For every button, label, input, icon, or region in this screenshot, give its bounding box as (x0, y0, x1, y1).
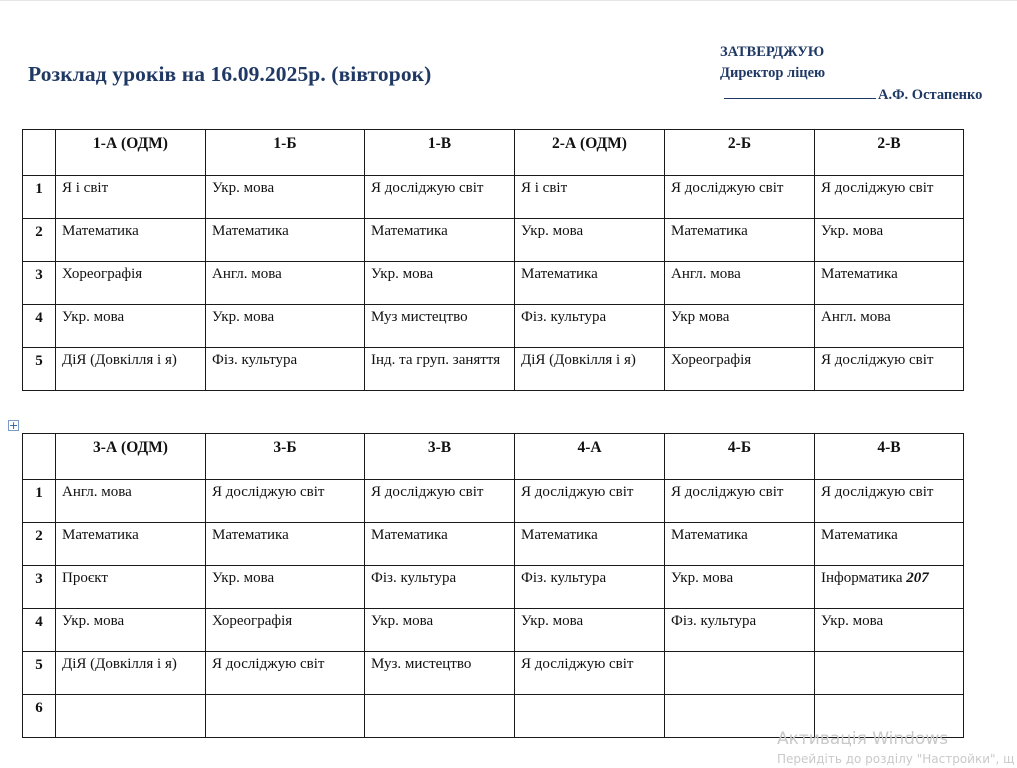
lesson-cell: Я досліджую світ (365, 176, 515, 219)
approval-signer: А.Ф. Остапенко (878, 87, 983, 103)
lesson-cell: Укр. мова (365, 609, 515, 652)
class-header: 3-А (ОДМ) (56, 434, 206, 480)
lesson-number: 1 (23, 176, 56, 219)
lesson-cell: Фіз. культура (665, 609, 815, 652)
watermark-title: Активація Windows (777, 729, 949, 749)
class-header: 1-А (ОДМ) (56, 130, 206, 176)
lesson-cell: Математика (56, 523, 206, 566)
lesson-subject: Інформатика (821, 570, 903, 586)
lesson-cell (206, 695, 365, 738)
lesson-cell: Математика (665, 219, 815, 262)
lesson-cell: Фіз. культура (515, 305, 665, 348)
lesson-cell: Укр. мова (665, 566, 815, 609)
lesson-number: 5 (23, 348, 56, 391)
lesson-number: 4 (23, 609, 56, 652)
lesson-cell: Хореографія (206, 609, 365, 652)
watermark-subtitle: Перейдіть до розділу "Настройки", щ (777, 752, 1015, 766)
schedule-table-grades-3-4 (22, 433, 964, 738)
lesson-cell: Я досліджую світ (815, 480, 964, 523)
class-header: 2-В (815, 130, 964, 176)
lesson-cell: Фіз. культура (515, 566, 665, 609)
lesson-number: 5 (23, 652, 56, 695)
table-row (23, 176, 964, 219)
lesson-cell (815, 652, 964, 695)
class-header: 1-Б (206, 130, 365, 176)
approval-heading: ЗАТВЕРДЖУЮ (720, 44, 825, 60)
class-header: 2-Б (665, 130, 815, 176)
schedule-table-grades-1-2 (22, 129, 964, 391)
lesson-cell: Математика (665, 523, 815, 566)
table-row (23, 652, 964, 695)
lesson-cell: Фіз. культура (206, 348, 365, 391)
lesson-cell: Математика (365, 523, 515, 566)
table-row (23, 566, 964, 609)
lesson-cell: Укр. мова (815, 609, 964, 652)
corner-cell (23, 130, 56, 176)
table-row (23, 262, 964, 305)
table-row (23, 219, 964, 262)
lesson-cell: Укр. мова (365, 262, 515, 305)
lesson-cell: Я досліджую світ (815, 348, 964, 391)
lesson-cell: Хореографія (665, 348, 815, 391)
table-row (23, 348, 964, 391)
lesson-cell: Муз. мистецтво (365, 652, 515, 695)
top-border-line (0, 0, 1017, 1)
lesson-cell: Я досліджую світ (365, 480, 515, 523)
lesson-cell: Англ. мова (56, 480, 206, 523)
lesson-cell: Укр. мова (815, 219, 964, 262)
lesson-cell: Я досліджую світ (665, 480, 815, 523)
lesson-cell (515, 695, 665, 738)
lesson-cell: Я досліджую світ (815, 176, 964, 219)
corner-cell (23, 434, 56, 480)
lesson-cell: Хореографія (56, 262, 206, 305)
lesson-number: 3 (23, 566, 56, 609)
class-header: 3-Б (206, 434, 365, 480)
lesson-cell: Укр. мова (56, 305, 206, 348)
page-title: Розклад уроків на 16.09.2025р. (вівторок) (28, 62, 432, 86)
class-header: 1-В (365, 130, 515, 176)
lesson-cell: Укр. мова (206, 566, 365, 609)
lesson-cell: Муз мистецтво (365, 305, 515, 348)
lesson-cell (365, 695, 515, 738)
lesson-cell: Англ. мова (815, 305, 964, 348)
approval-signature-line (720, 84, 982, 106)
lesson-cell: Я досліджую світ (515, 480, 665, 523)
lesson-cell: Я досліджую світ (665, 176, 815, 219)
lesson-cell: Я досліджую світ (515, 652, 665, 695)
lesson-cell: Математика (515, 523, 665, 566)
lesson-cell: Математика (365, 219, 515, 262)
lesson-cell: Я і світ (56, 176, 206, 219)
class-header: 3-В (365, 434, 515, 480)
lesson-cell: Математика (815, 523, 964, 566)
lesson-cell: Укр. мова (206, 176, 365, 219)
approval-block (720, 42, 982, 106)
lesson-cell: Я досліджую світ (206, 652, 365, 695)
lesson-cell: Проєкт (56, 566, 206, 609)
table-row (23, 523, 964, 566)
lesson-cell: Я і світ (515, 176, 665, 219)
lesson-cell: ДіЯ (Довкілля і я) (515, 348, 665, 391)
table-header-row (23, 130, 964, 176)
lesson-cell: Математика (206, 523, 365, 566)
lesson-cell: ДіЯ (Довкілля і я) (56, 652, 206, 695)
lesson-cell: ДіЯ (Довкілля і я) (56, 348, 206, 391)
lesson-number: 3 (23, 262, 56, 305)
lesson-cell (56, 695, 206, 738)
lesson-cell: Математика (515, 262, 665, 305)
lesson-number: 6 (23, 695, 56, 738)
lesson-cell: Укр. мова (515, 609, 665, 652)
lesson-cell: Укр. мова (206, 305, 365, 348)
approval-position: Директор ліцею (720, 65, 826, 81)
table-row (23, 609, 964, 652)
lesson-cell: Укр. мова (515, 219, 665, 262)
lesson-cell (665, 652, 815, 695)
lesson-number: 2 (23, 219, 56, 262)
lesson-cell: Англ. мова (665, 262, 815, 305)
table-header-row (23, 434, 964, 480)
signature-underline (724, 84, 876, 99)
lesson-cell: Математика (56, 219, 206, 262)
table-move-handle-icon[interactable]: + (9, 419, 19, 432)
class-header: 4-А (515, 434, 665, 480)
lesson-number: 4 (23, 305, 56, 348)
lesson-cell: Математика (815, 262, 964, 305)
lesson-cell: Математика (206, 219, 365, 262)
lesson-cell: Фіз. культура (365, 566, 515, 609)
lesson-number: 2 (23, 523, 56, 566)
windows-activation-watermark (777, 728, 1014, 767)
class-header: 2-А (ОДМ) (515, 130, 665, 176)
class-header: 4-Б (665, 434, 815, 480)
room-number: 207 (906, 570, 929, 586)
table-row (23, 480, 964, 523)
table-row (23, 305, 964, 348)
class-header: 4-В (815, 434, 964, 480)
lesson-cell: Укр мова (665, 305, 815, 348)
lesson-cell-informatics (815, 566, 964, 609)
lesson-cell: Англ. мова (206, 262, 365, 305)
lesson-cell: Укр. мова (56, 609, 206, 652)
lesson-cell: Інд. та груп. заняття (365, 348, 515, 391)
lesson-cell: Я досліджую світ (206, 480, 365, 523)
lesson-number: 1 (23, 480, 56, 523)
